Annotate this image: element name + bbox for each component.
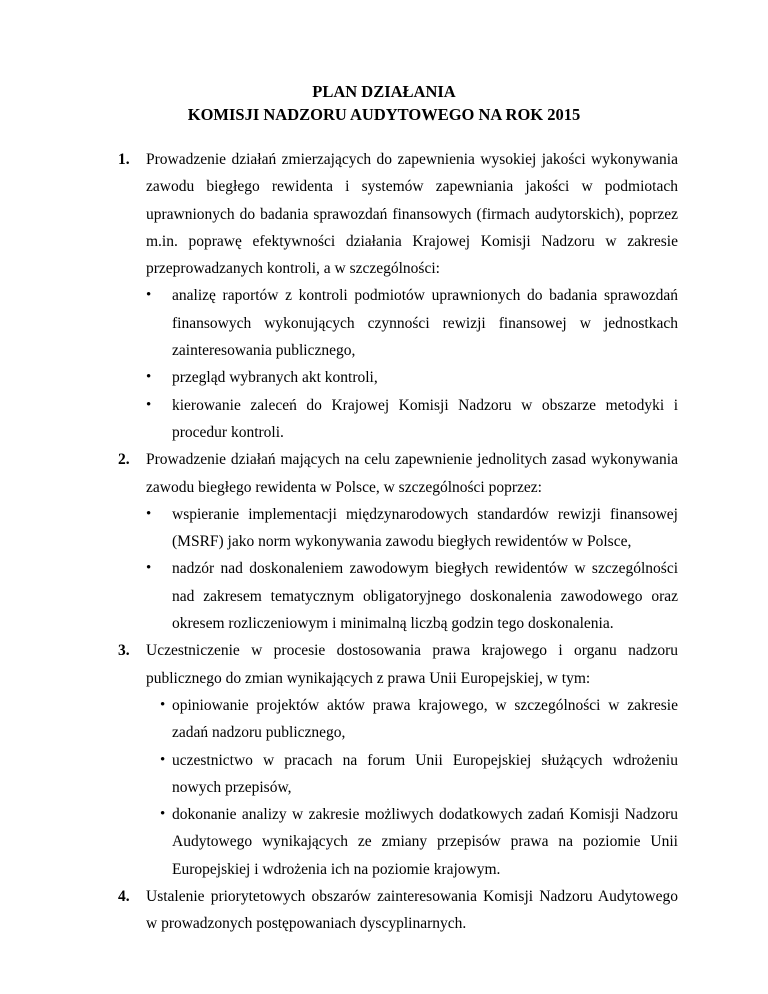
plan-list: [0, 146, 768, 938]
plan-item-4: [0, 883, 768, 938]
sub-item-text: uczestnictwo w pracach na forum Unii Europejskiej służących wdrożeniu nowych przepisów,: [172, 751, 678, 796]
sub-item: [146, 692, 678, 747]
sub-item: [146, 392, 678, 447]
plan-item-text: Prowadzenie działań zmierzających do zapewnienia wysokiej jakości wykonywania zawodu biegłego rewidenta i systemów zapewniania jakości w podmiotach uprawnionych do badania sprawozdań finansowych (firmach audytorskich), poprzez m.in. poprawę efektywności działania Krajowej Komisji Nadzoru w zakresie przeprowadzanych kontroli, a w szczególności:: [146, 151, 678, 278]
sub-item: [146, 555, 678, 637]
bullet-icon: •: [146, 505, 152, 522]
sub-item-text: nadzór nad doskonaleniem zawodowym biegłych rewidentów w szczególności nad zakresem tematycznym obligatoryjnego doskonalenia zawodowego oraz okresem rozliczeniowym i minimalną liczbą godzin tego doskonalenia.: [172, 560, 678, 633]
bullet-icon: •: [146, 287, 152, 304]
plan-item-text: Uczestniczenie w procesie dostosowania prawa krajowego i organu nadzoru publicznego do zmian wynikających z prawa Unii Europejskiej, w tym:: [146, 642, 678, 687]
sub-item-text: analizę raportów z kontroli podmiotów uprawnionych do badania sprawozdań finansowych wykonujących czynności rewizji finansowej w jednostkach zainteresowania publicznego,: [172, 287, 678, 360]
bullet-icon: •: [160, 806, 166, 823]
sub-item: [146, 501, 678, 556]
plan-item-number: 1.: [118, 151, 130, 168]
plan-item-text: Prowadzenie działań mających na celu zapewnienie jednolitych zasad wykonywania zawodu biegłego rewidenta w Polsce, w szczególności poprzez:: [146, 451, 678, 496]
plan-item-number: 2.: [118, 451, 130, 469]
bullet-icon: •: [146, 396, 152, 413]
plan-item-number: 3.: [118, 642, 130, 660]
sub-item-text: dokonanie analizy w zakresie możliwych dodatkowych zadań Komisji Nadzoru Audytowego wynikających ze zmiany przepisów prawa na poziomie Unii Europejskiej i wdrożenia ich na poziomie krajowym.: [172, 806, 678, 878]
sub-item: [146, 364, 678, 391]
sub-item-text: opiniowanie projektów aktów prawa krajowego, w szczególności w zakresie zadań nadzoru publicznego,: [172, 696, 678, 742]
plan-item-3: [0, 637, 768, 883]
sub-item: [146, 801, 678, 883]
document-title-line-2: KOMISJI NADZORU AUDYTOWEGO NA ROK 2015: [187, 105, 581, 124]
bullet-icon: •: [160, 696, 166, 713]
sub-item-text: wspieranie implementacji międzynarodowych standardów rewizji finansowej (MSRF) jako norm wykonywania zawodu biegłych rewidentów w Polsce,: [172, 505, 678, 551]
sub-item-text: kierowanie zaleceń do Krajowej Komisji Nadzoru w obszarze metodyki i procedur kontroli.: [172, 396, 678, 441]
bullet-icon: •: [146, 369, 152, 386]
plan-item-number: 4.: [118, 888, 130, 906]
plan-item-1: [0, 146, 768, 446]
sub-item-text: przegląd wybranych akt kontroli,: [172, 369, 378, 387]
sub-item: [146, 747, 678, 802]
plan-item-text: Ustalenie priorytetowych obszarów zainteresowania Komisji Nadzoru Audytowego w prowadzonych postępowaniach dyscyplinarnych.: [146, 888, 678, 933]
bullet-icon: •: [146, 560, 152, 577]
document-title-line-1: PLAN DZIAŁANIA: [312, 82, 456, 101]
bullet-icon: •: [160, 751, 166, 768]
plan-item-2: [0, 446, 768, 637]
sub-item: [146, 282, 678, 364]
